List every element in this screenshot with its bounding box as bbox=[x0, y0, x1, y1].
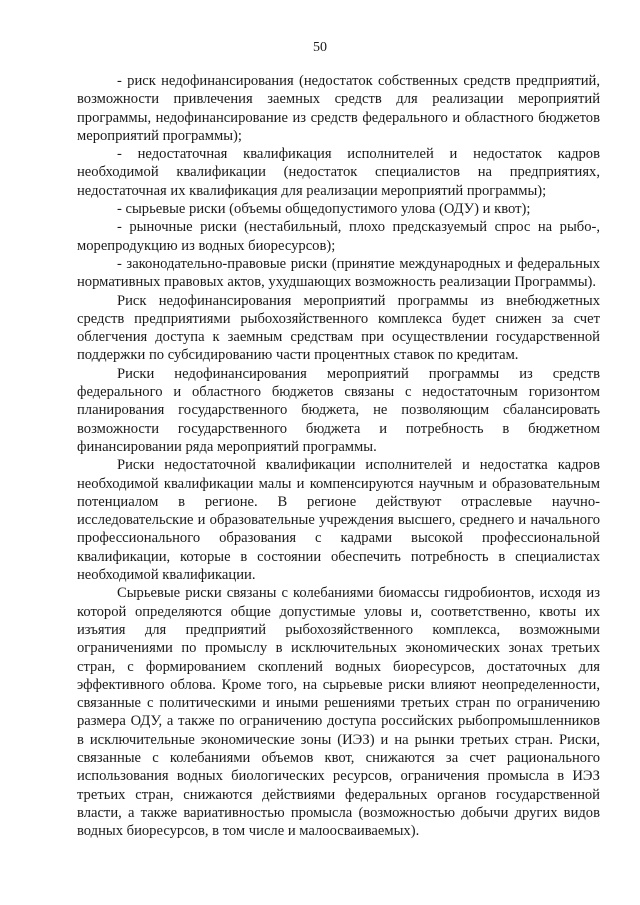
risk-list-item-qualification: - недостаточная квалификация исполнителей и недостаток кадров необходимой квалификации (недостаток специалистов на предприятиях, недостаточная их квалификация для реализации мероприятий программы); bbox=[77, 146, 600, 199]
paragraph-extrabudgetary-underfunding: Риск недофинансирования мероприятий программы из внебюджетных средств предприятиями рыбохозяйственного комплекса будет снижен за счет облегчения доступа к заемным средствам при осуществлении государственной поддержки по субсидированию части процентных ставок по кредитам. bbox=[77, 292, 600, 364]
paragraph-budget-underfunding: Риски недофинансирования мероприятий программы из средств федерального и областного бюджетов связаны с недостаточным горизонтом планирования государственного бюджета, не позволяющим сбалансировать возможности государственного бюджета и потребность в бюджетном финансировании ряда мероприятий программы. bbox=[77, 365, 600, 455]
document-body bbox=[77, 72, 600, 840]
risk-list-item-market: - рыночные риски (нестабильный, плохо предсказуемый спрос на рыбо-, морепродукцию из водных биоресурсов); bbox=[77, 219, 600, 254]
risk-list-item-underfunding: - риск недофинансирования (недостаток собственных средств предприятий, возможности привлечения заемных средств для реализации мероприятий программы, недофинансирование из средств федерального и областного бюджетов мероприятий программы); bbox=[77, 73, 600, 144]
paragraph-qualification-risks: Риски недостаточной квалификации исполнителей и недостатка кадров необходимой квалификации малы и компенсируются научным и образовательным потенциалом в регионе. В регионе действуют отраслевые научно-исследовательские и образовательные учреждения высшего, среднего и начального профессионального образования с кадрами высокой профессиональной квалификации, которые в состоянии обеспечить потребность в специалистах необходимой квалификации. bbox=[77, 457, 600, 584]
page-number: 50 bbox=[313, 40, 327, 55]
risk-list-item-raw-material: - сырьевые риски (объемы общедопустимого улова (ОДУ) и квот); bbox=[117, 201, 531, 218]
paragraph-raw-material-risks: Сырьевые риски связаны с колебаниями биомассы гидробионтов, исходя из которой определяются общие допустимые уловы и, соответственно, квоты их изъятия для предприятий рыбохозяйственного комплекса, возможными ограничениями по промыслу в исключительных экономических зонах третьих стран, с формированием скоплений водных биоресурсов, достаточных для эффективного облова. Кроме того, на сырьевые риски влияют неопределенности, связанные с политическими и иными решениями третьих стран по ограничению размера ОДУ, а также по ограничению доступа российских рыбопромышленников в исключительные экономические зоны (ИЭЗ) и на рынки третьих стран. Риски, связанные с колебаниями объемов квот, снижаются за счет рационального использования водных биологических ресурсов, ограничения промысла в ИЭЗ третьих стран, снижаются действиями федеральных органов государственной власти, а также вариативностью промысла (возможностью добычи других видов водных биоресурсов, в том числе и малоосваиваемых). bbox=[77, 585, 600, 840]
risk-list-item-legal: - законодательно-правовые риски (принятие международных и федеральных нормативных правовых актов, ухудшающих возможность реализации Программы). bbox=[77, 255, 600, 291]
